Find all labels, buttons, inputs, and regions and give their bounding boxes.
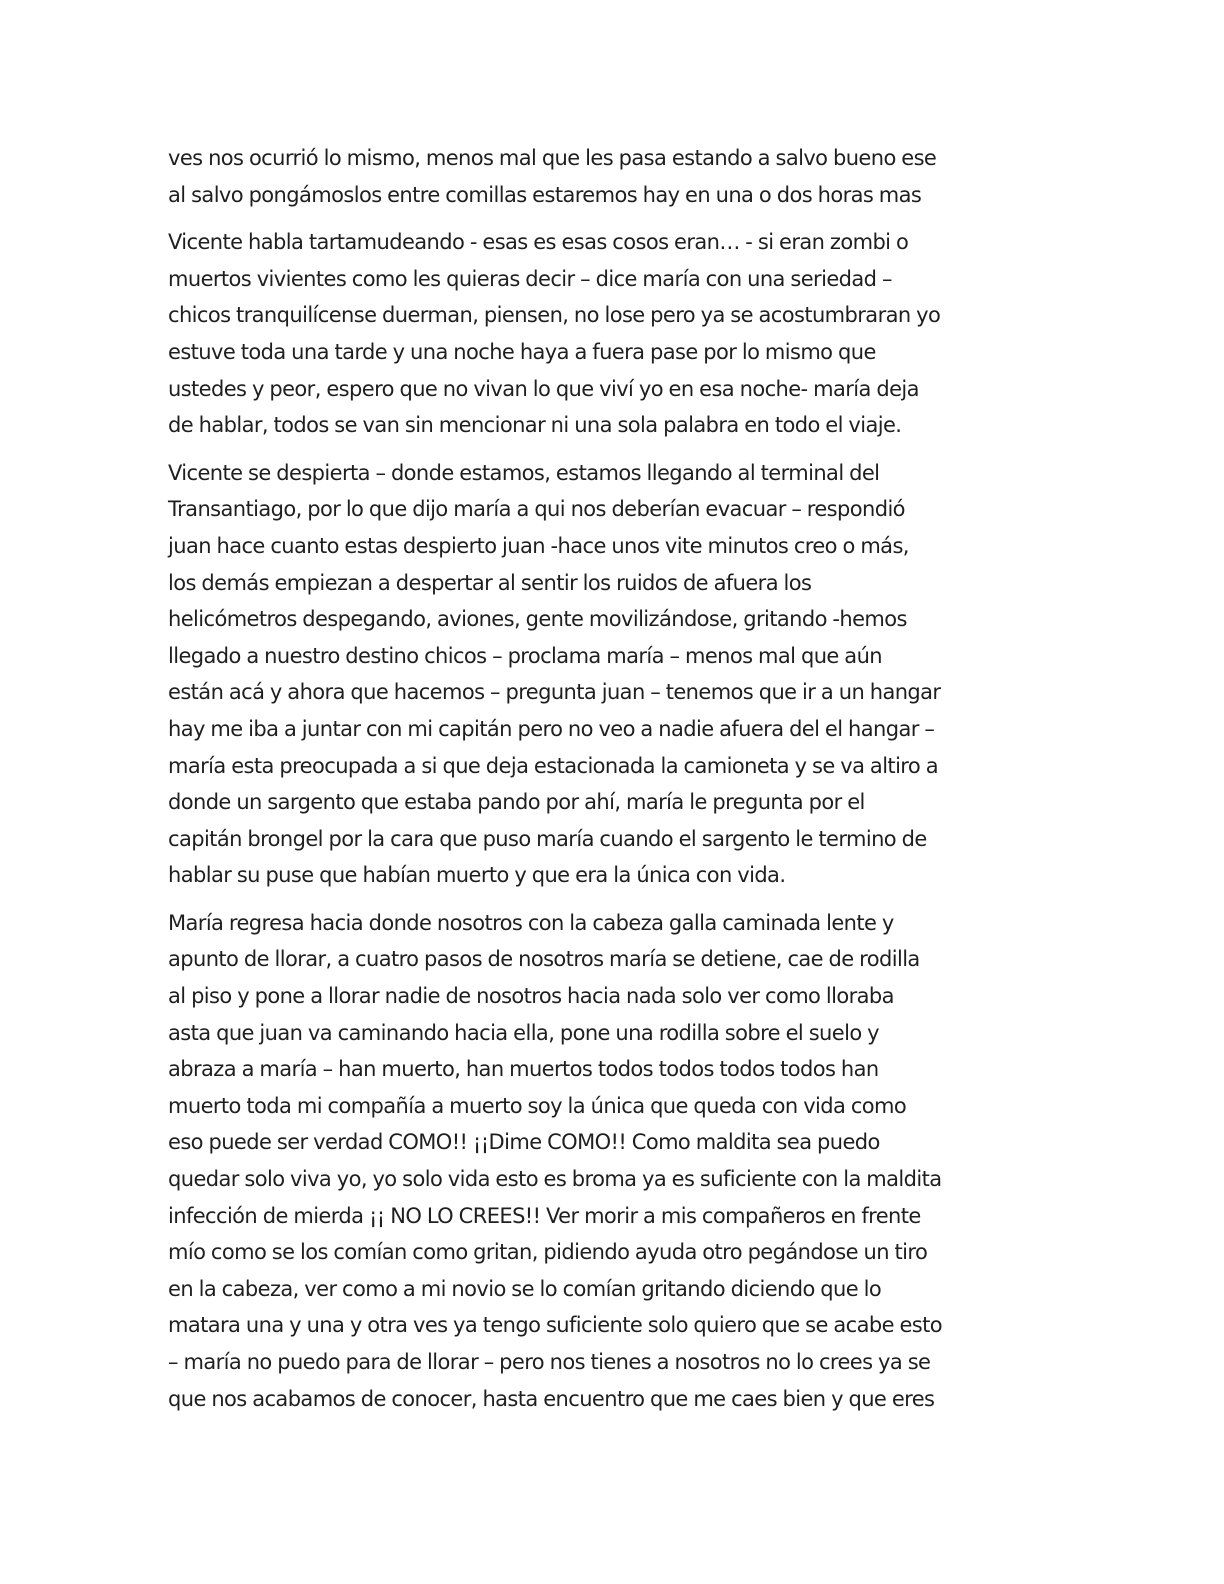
text-line: mío como se los comían como gritan, pidiendo ayuda otro pegándose un tiro [168, 1240, 928, 1265]
text-line: Vicente se despierta – donde estamos, estamos llegando al terminal del [168, 460, 880, 485]
text-line: apunto de llorar, a cuatro pasos de nosotros maría se detiene, cae de rodilla [168, 947, 920, 972]
text-line: estuve toda una tarde y una noche haya a fuera pase por lo mismo que [168, 339, 876, 364]
text-line: los demás empiezan a despertar al sentir los ruidos de afuera los [168, 570, 812, 595]
text-line: chicos tranquilícense duerman, piensen, no lose pero ya se acostumbraran yo [168, 303, 941, 328]
text-line: de hablar, todos se van sin mencionar ni una sola palabra en todo el viaje. [168, 413, 902, 438]
text-line: Transantiago, por lo que dijo maría a qui nos deberían evacuar – respondió [168, 497, 905, 522]
text-line: eso puede ser verdad COMO!! ¡¡Dime COMO!! Como maldita sea puedo [168, 1130, 880, 1155]
text-line: maría esta preocupada a si que deja estacionada la camioneta y se va altiro a [168, 753, 938, 778]
paragraph-2 [168, 224, 1058, 444]
text-line: capitán brongel por la cara que puso maría cuando el sargento le termino de [168, 826, 927, 851]
text-line: llegado a nuestro destino chicos – proclama maría – menos mal que aún [168, 643, 882, 668]
text-line: donde un sargento que estaba pando por ahí, maría le pregunta por el [168, 790, 865, 815]
document-page [168, 140, 1058, 1428]
text-line: María regresa hacia donde nosotros con la cabeza galla caminada lente y [168, 910, 894, 935]
text-line: helicómetros despegando, aviones, gente movilizándose, gritando -hemos [168, 607, 907, 632]
text-line: – maría no puedo para de llorar – pero nos tienes a nosotros no lo crees ya se [168, 1350, 931, 1374]
text-line: muerto toda mi compañía a muerto soy la única que queda con vida como [168, 1093, 907, 1118]
text-line: quedar solo viva yo, yo solo vida esto es broma ya es suficiente con la maldita [168, 1167, 942, 1192]
text-line: asta que juan va caminando hacia ella, pone una rodilla sobre el suelo y [168, 1020, 879, 1045]
text-line: que nos acabamos de conocer, hasta encuentro que me caes bien y que eres [168, 1386, 935, 1411]
text-line: juan hace cuanto estas despierto juan -hace unos vite minutos creo o más, [168, 533, 909, 558]
paragraph-1 [168, 140, 1058, 213]
text-line: hablar su puse que habían muerto y que era la única con vida. [168, 863, 786, 888]
text-line: Vicente habla tartamudeando - esas es esas cosos eran… - si eran zombi o [168, 230, 909, 255]
paragraph-3 [168, 455, 1058, 894]
text-line: muertos vivientes como les quieras decir – dice maría con una seriedad – [168, 266, 892, 291]
text-line: abraza a maría – han muerto, han muertos todos todos todos todos han [168, 1057, 879, 1082]
text-line: infección de mierda ¡¡ NO LO CREES!! Ver morir a mis compañeros en frente [168, 1203, 921, 1228]
text-line: en la cabeza, ver como a mi novio se lo comían gritando diciendo que lo [168, 1276, 882, 1301]
paragraph-4 [168, 905, 1058, 1417]
text-line: matara una y una y otra ves ya tengo suficiente solo quiero que se acabe esto [168, 1313, 943, 1338]
text-line: ustedes y peor, espero que no vivan lo que viví yo en esa noche- maría deja [168, 376, 919, 401]
text-line: al salvo pongámoslos entre comillas estaremos hay en una o dos horas mas [168, 182, 922, 207]
text-line: ves nos ocurrió lo mismo, menos mal que les pasa estando a salvo bueno ese [168, 146, 937, 170]
text-line: al piso y pone a llorar nadie de nosotros hacia nada solo ver como lloraba [168, 984, 894, 1009]
text-line: están acá y ahora que hacemos – pregunta juan – tenemos que ir a un hangar [168, 680, 941, 705]
text-line: hay me iba a juntar con mi capitán pero no veo a nadie afuera del el hangar – [168, 716, 935, 741]
